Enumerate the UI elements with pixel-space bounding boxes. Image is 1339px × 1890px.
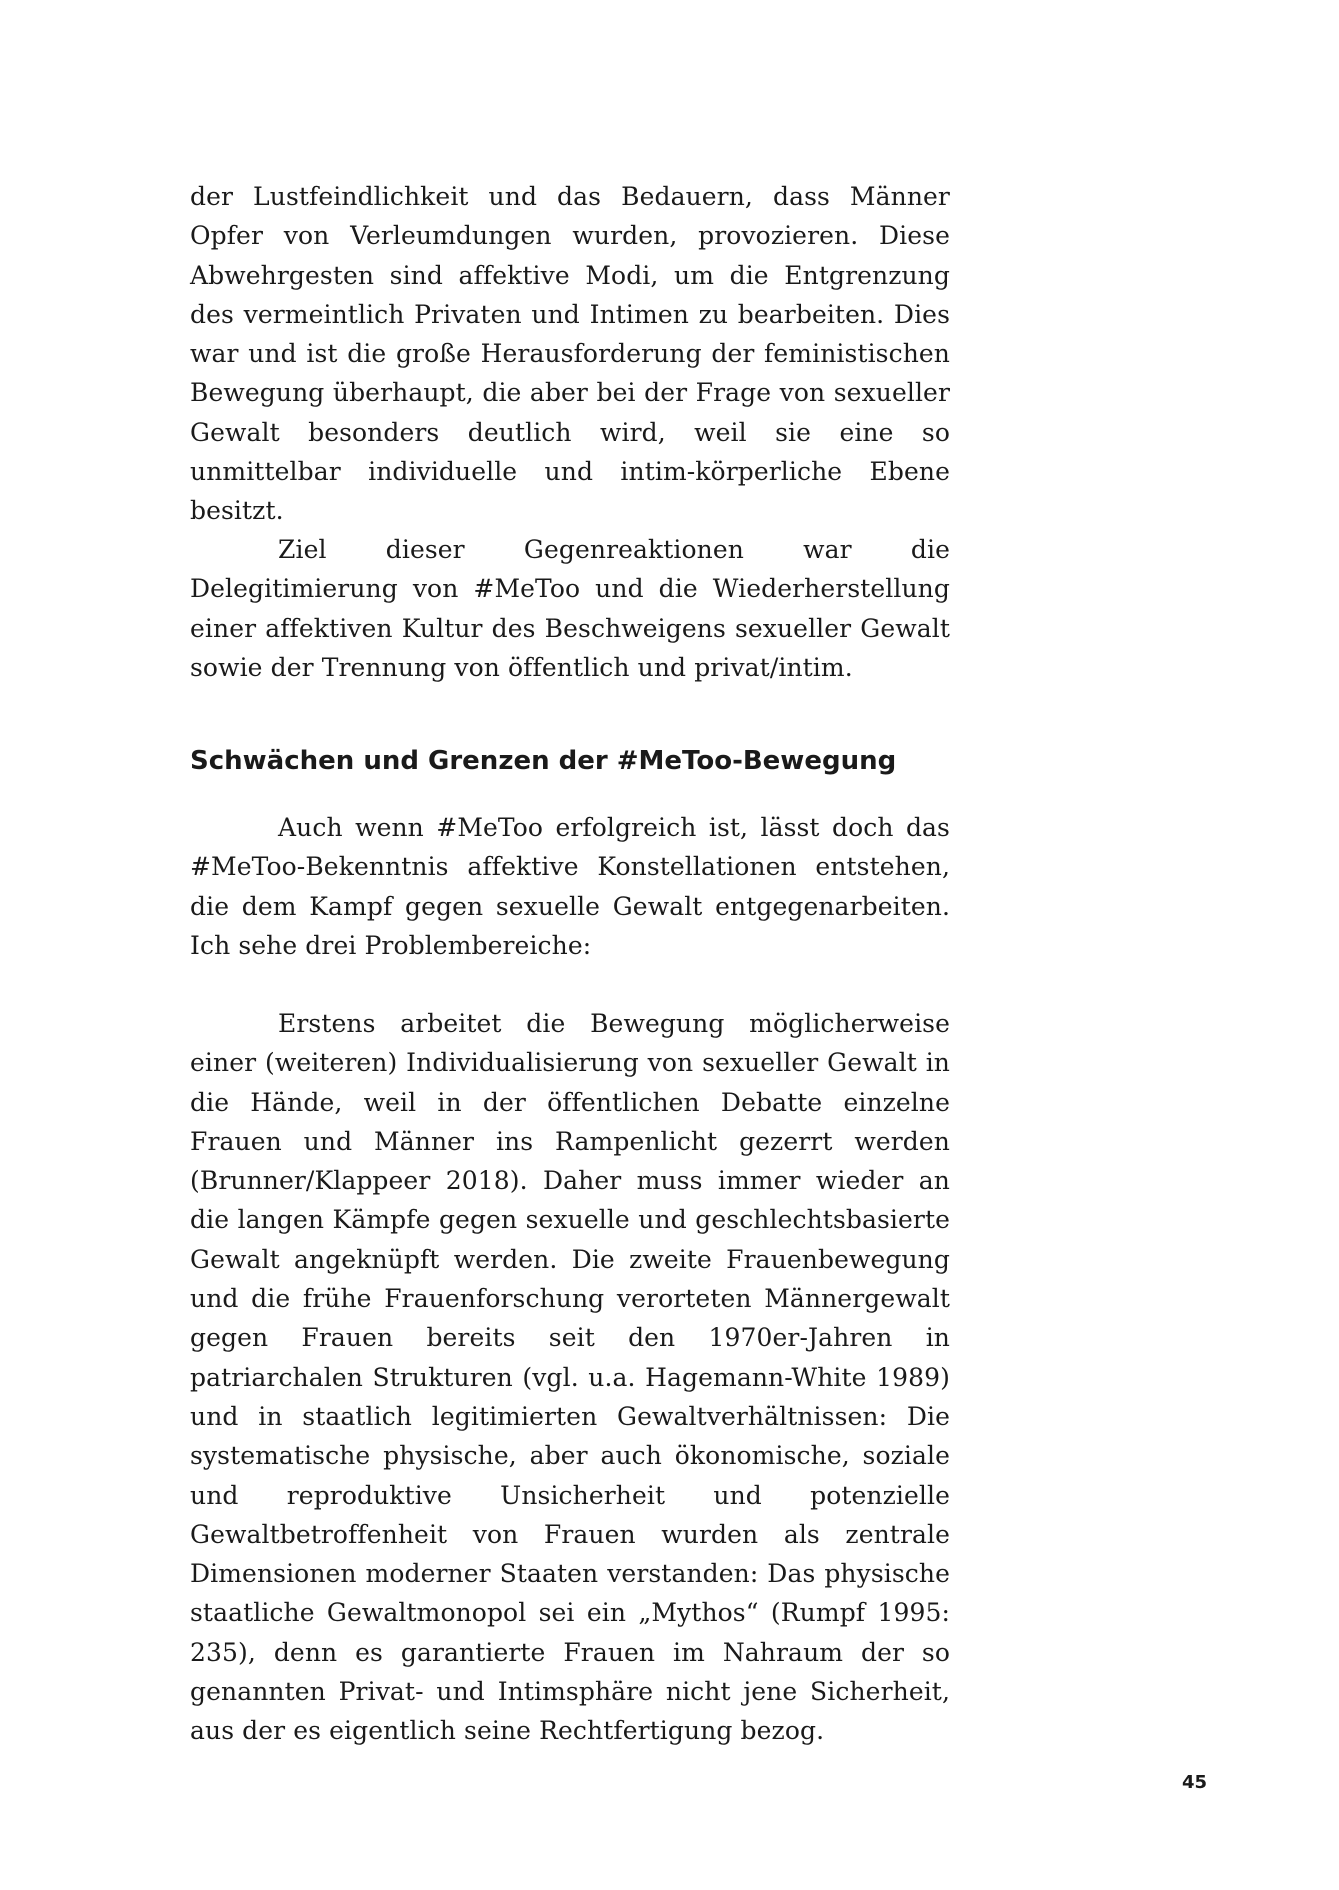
paragraph-2: Ziel dieser Gegenreaktionen war die Delegitimierung von #MeToo und die Wiederherstellung einer affektiven Kultur des Beschweigens sexueller Gewalt sowie der Trennung von öffentlich und privat/intim. bbox=[190, 535, 950, 682]
paragraph-1: der Lustfeindlichkeit und das Bedauern, dass Männer Opfer von Verleumdungen wurden, provozieren. Diese Abwehrgesten sind affektive Modi, um die Entgrenzung des vermeintlich Privaten und Intimen zu bearbeiten. Dies war und ist die große Herausforderung der feministischen Bewegung überhaupt, die aber bei der Frage von sexueller Gewalt besonders deutlich wird, weil sie eine so unmittelbar individuelle und intim-körperliche Ebene besitzt. bbox=[190, 182, 950, 526]
page-number: 45 bbox=[1182, 1772, 1208, 1793]
paragraph-4: Erstens arbeitet die Bewegung möglicherweise einer (weiteren) Individualisierung von sexueller Gewalt in die Hände, weil in der öffentlichen Debatte einzelne Frauen und Männer ins Rampenlicht gezerrt werden (Brunner/Klappeer 2018). Daher muss immer wieder an die langen Kämpfe gegen sexuelle und geschlechtsbasierte Gewalt angeknüpft werden. Die zweite Frauenbewegung und die frühe Frauenforschung verorteten Männergewalt gegen Frauen bereits seit den 1970er-Jahren in patriarchalen Strukturen (vgl. u.a. Hagemann-White 1989) und in staatlich legitimierten Gewaltverhältnissen: Die systematische physische, aber auch ökonomische, soziale und reproduktive Unsicherheit und potenzielle Gewaltbetroffenheit von Frauen wurden als zentrale Dimensionen moderner Staaten verstanden: Das physische staatliche Gewaltmonopol sei ein „Mythos“ (Rumpf 1995: 235), denn es garantierte Frauen im Nahraum der so genannten Privat- und Intimsphäre nicht jene Sicherheit, aus der es eigentlich seine Rechtfertigung bezog. bbox=[190, 1009, 950, 1746]
paragraph-3: Auch wenn #MeToo erfolgreich ist, lässt doch das #MeToo-Bekenntnis affektive Konstellationen entstehen, die dem Kampf gegen sexuelle Gewalt entgegenarbeiten. Ich sehe drei Problembereiche: bbox=[190, 813, 950, 960]
section-heading: Schwächen und Grenzen der #MeToo-Bewegung bbox=[190, 746, 897, 776]
